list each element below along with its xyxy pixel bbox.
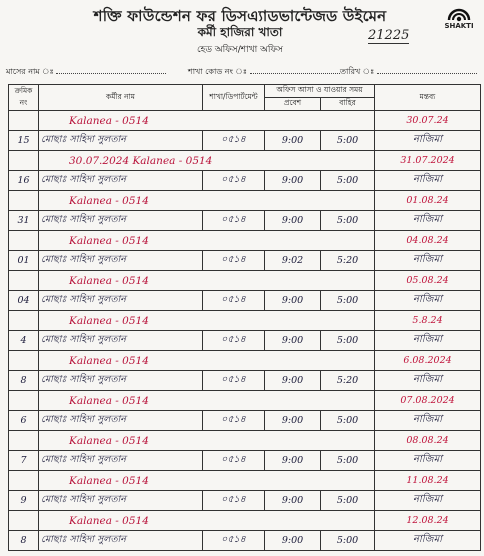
entry-cell: 9:00: [265, 531, 321, 551]
col-office-time: অফিস আসা ও যাওয়ার সময়: [265, 85, 375, 98]
serial-cell: [9, 271, 39, 291]
signature-cell: নাজিমা: [375, 251, 481, 271]
staff-name-cell: মোছাঃ সাহিদা সুলতান: [39, 251, 203, 271]
branch-name-cell: Kalanea - 0514: [39, 311, 375, 331]
dept-cell: ০৫১৪: [203, 451, 265, 471]
date-field: [340, 66, 477, 79]
signature-cell: নাজিমা: [375, 331, 481, 351]
staff-name-cell: মোছাঃ সাহিদা সুলতান: [39, 491, 203, 511]
staff-name-cell: মোছাঃ সাহিদা সুলতান: [39, 411, 203, 431]
dept-cell: ০৫১৪: [203, 331, 265, 351]
dept-cell: ০৫১৪: [203, 251, 265, 271]
date-remark-cell: 30.07.24: [375, 111, 481, 131]
staff-row: [9, 211, 481, 231]
serial-cell: 9: [9, 491, 39, 511]
date-remark-cell: 11.08.24: [375, 471, 481, 491]
signature-cell: নাজিমা: [375, 411, 481, 431]
month-label: মাসের নাম ঃ: [6, 67, 54, 76]
signature-cell: নাজিমা: [375, 131, 481, 151]
branch-code-label: শাখা কোড নং ঃ: [188, 67, 247, 76]
signature-cell: নাজিমা: [375, 451, 481, 471]
serial-cell: [9, 191, 39, 211]
entry-cell: 9:00: [265, 491, 321, 511]
serial-cell: 15: [9, 131, 39, 151]
branch-name-cell: Kalanea - 0514: [39, 271, 375, 291]
branch-row: [9, 191, 481, 211]
staff-name-cell: মোছাঃ সাহিদা সুলতান: [39, 211, 203, 231]
entry-cell: 9:00: [265, 411, 321, 431]
org-title: শক্তি ফাউন্ডেশন ফর ডিসএ্যাডভান্টেজড উইমেন: [93, 7, 387, 25]
col-name: কর্মীর নাম: [39, 85, 203, 111]
exit-cell: 5:00: [321, 291, 375, 311]
staff-row: [9, 171, 481, 191]
serial-cell: 7: [9, 451, 39, 471]
branch-name-cell: Kalanea - 0514: [39, 111, 375, 131]
branch-code-field: [188, 66, 340, 79]
staff-name-cell: মোছাঃ সাহিদা সুলতান: [39, 131, 203, 151]
branch-name-cell: Kalanea - 0514: [39, 231, 375, 251]
staff-name-cell: মোছাঃ সাহিদা সুলতান: [39, 371, 203, 391]
exit-cell: 5:00: [321, 331, 375, 351]
date-remark-cell: 08.08.24: [375, 431, 481, 451]
attendance-table: [8, 84, 481, 551]
serial-cell: [9, 231, 39, 251]
branch-name-cell: Kalanea - 0514: [39, 351, 375, 371]
serial-number: 21225: [368, 28, 410, 43]
entry-cell: 9:00: [265, 331, 321, 351]
dept-cell: ০৫১৪: [203, 291, 265, 311]
sheet-title: কর্মী হাজিরা খাতা: [197, 25, 283, 39]
date-remark-cell: 05.08.24: [375, 271, 481, 291]
dept-cell: ০৫১৪: [203, 371, 265, 391]
entry-cell: 9:00: [265, 291, 321, 311]
branch-row: [9, 351, 481, 371]
month-field: [6, 66, 166, 79]
staff-row: [9, 331, 481, 351]
exit-cell: 5:00: [321, 491, 375, 511]
branch-name-cell: Kalanea - 0514: [39, 511, 375, 531]
serial-cell: [9, 471, 39, 491]
dept-cell: ০৫১৪: [203, 131, 265, 151]
signature-cell: নাজিমা: [375, 291, 481, 311]
staff-row: [9, 131, 481, 151]
branch-name-cell: Kalanea - 0514: [39, 471, 375, 491]
col-exit: বাহির: [321, 98, 375, 111]
shakti-logo: [442, 2, 476, 38]
serial-cell: [9, 511, 39, 531]
serial-cell: 8: [9, 371, 39, 391]
entry-cell: 9:02: [265, 251, 321, 271]
serial-cell: 4: [9, 331, 39, 351]
date-remark-cell: 31.07.2024: [375, 151, 481, 171]
col-serial: ক্রমিক নং: [9, 85, 39, 111]
exit-cell: 5:20: [321, 371, 375, 391]
entry-cell: 9:00: [265, 451, 321, 471]
staff-row: [9, 411, 481, 431]
exit-cell: 5:00: [321, 531, 375, 551]
branch-row: [9, 511, 481, 531]
date-remark-cell: 07.08.2024: [375, 391, 481, 411]
staff-row: [9, 491, 481, 511]
staff-row: [9, 291, 481, 311]
logo-text: SHAKTI: [444, 22, 474, 30]
date-remark-cell: 6.08.2024: [375, 351, 481, 371]
date-label: তারিখ ঃ: [340, 67, 375, 76]
branch-name-cell: Kalanea - 0514: [39, 191, 375, 211]
staff-row: [9, 251, 481, 271]
signature-cell: নাজিমা: [375, 531, 481, 551]
dept-cell: ০৫১৪: [203, 211, 265, 231]
serial-cell: [9, 391, 39, 411]
signature-cell: নাজিমা: [375, 371, 481, 391]
staff-name-cell: মোছাঃ সাহিদা সুলতান: [39, 171, 203, 191]
col-remarks: মন্তব্য: [375, 85, 481, 111]
branch-row: [9, 431, 481, 451]
dept-cell: ০৫১৪: [203, 491, 265, 511]
branch-row: [9, 231, 481, 251]
exit-cell: 5:00: [321, 451, 375, 471]
serial-cell: 8: [9, 531, 39, 551]
branch-name-cell: Kalanea - 0514: [39, 391, 375, 411]
branch-row: [9, 271, 481, 291]
col-entry: প্রবেশ: [265, 98, 321, 111]
serial-cell: 01: [9, 251, 39, 271]
serial-cell: [9, 111, 39, 131]
dept-cell: ০৫১৪: [203, 531, 265, 551]
exit-cell: 5:00: [321, 171, 375, 191]
serial-cell: 6: [9, 411, 39, 431]
staff-name-cell: মোছাঃ সাহিদা সুলতান: [39, 531, 203, 551]
signature-cell: নাজিমা: [375, 211, 481, 231]
serial-cell: 16: [9, 171, 39, 191]
staff-row: [9, 371, 481, 391]
staff-name-cell: মোছাঃ সাহিদা সুলতান: [39, 451, 203, 471]
date-remark-cell: 12.08.24: [375, 511, 481, 531]
branch-row: [9, 151, 481, 171]
branch-name-cell: Kalanea - 0514: [39, 431, 375, 451]
serial-cell: 04: [9, 291, 39, 311]
branch-row: [9, 111, 481, 131]
date-remark-cell: 04.08.24: [375, 231, 481, 251]
entry-cell: 9:00: [265, 131, 321, 151]
sun-rays-icon: [446, 2, 472, 22]
col-branch-dept: শাখা/ডিপার্টমেন্ট: [203, 85, 265, 111]
serial-cell: [9, 311, 39, 331]
serial-cell: 31: [9, 211, 39, 231]
dept-cell: ০৫১৪: [203, 411, 265, 431]
entry-cell: 9:00: [265, 171, 321, 191]
serial-cell: [9, 351, 39, 371]
staff-row: [9, 531, 481, 551]
entry-cell: 9:00: [265, 371, 321, 391]
serial-cell: [9, 151, 39, 171]
branch-row: [9, 471, 481, 491]
office-line: হেড অফিস/শাখা অফিস: [197, 45, 283, 55]
serial-cell: [9, 431, 39, 451]
branch-row: [9, 311, 481, 331]
staff-name-cell: মোছাঃ সাহিদা সুলতান: [39, 291, 203, 311]
exit-cell: 5:20: [321, 251, 375, 271]
exit-cell: 5:00: [321, 411, 375, 431]
branch-name-cell: 30.07.2024 Kalanea - 0514: [39, 151, 375, 171]
branch-row: [9, 391, 481, 411]
entry-cell: 9:00: [265, 211, 321, 231]
exit-cell: 5:00: [321, 131, 375, 151]
exit-cell: 5:00: [321, 211, 375, 231]
date-remark-cell: 01.08.24: [375, 191, 481, 211]
signature-cell: নাজিমা: [375, 491, 481, 511]
date-remark-cell: 5.8.24: [375, 311, 481, 331]
dept-cell: ০৫১৪: [203, 171, 265, 191]
signature-cell: নাজিমা: [375, 171, 481, 191]
staff-name-cell: মোছাঃ সাহিদা সুলতান: [39, 331, 203, 351]
staff-row: [9, 451, 481, 471]
